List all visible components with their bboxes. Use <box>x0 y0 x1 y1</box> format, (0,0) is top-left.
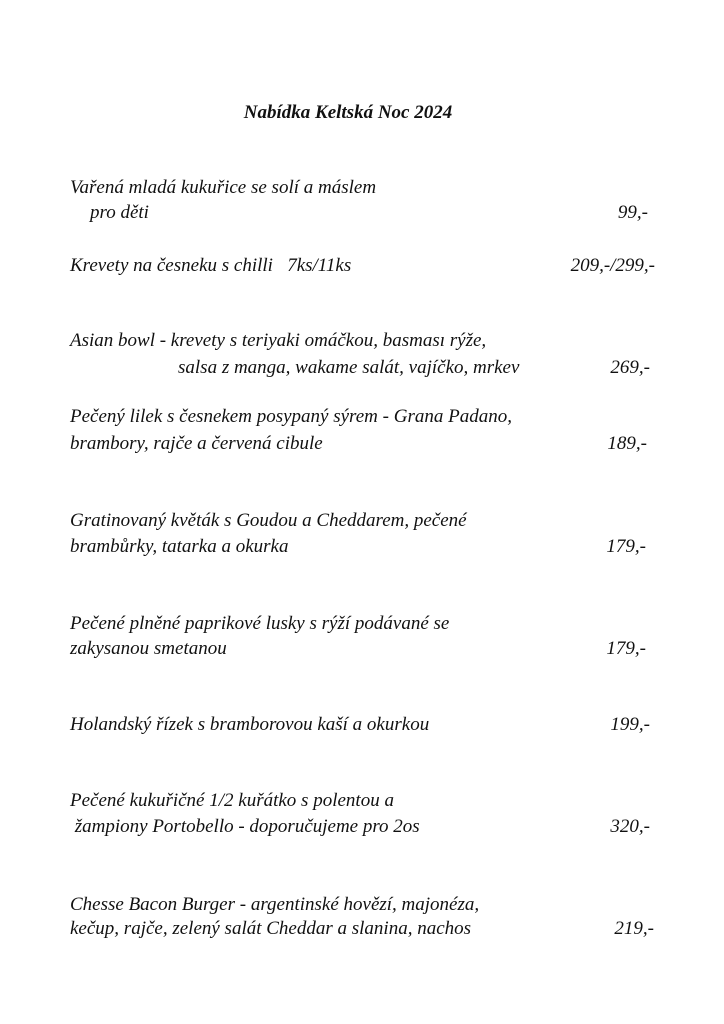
item-text: žampiony Portobello - doporučujeme pro 2os <box>70 816 420 837</box>
item-text: brambůrky, tatarka a okurka <box>70 536 289 557</box>
item-text: Pečené plněné paprikové lusky s rýží podávané se <box>70 613 450 634</box>
item-text: Krevety na česneku s chilli 7ks/11ks <box>70 255 352 276</box>
item-text: salsa z manga, wakame salát, vajíčko, mrkev <box>178 357 520 378</box>
item-price: 269,- <box>610 357 650 378</box>
item-text: Holandský řízek s bramborovou kaší a okurkou <box>70 714 430 735</box>
item-text: Pečené kukuřičné 1/2 kuřátko s polentou a <box>70 790 394 811</box>
item-price: 199,- <box>610 714 650 735</box>
item-text: kečup, rajče, zelený salát Cheddar a slanina, nachos <box>70 918 472 939</box>
item-price: 219,- <box>614 918 654 939</box>
item-text: Vařená mladá kukuřice se solí a máslem <box>70 177 377 198</box>
menu-title: Nabídka Keltská Noc 2024 <box>243 102 453 123</box>
item-price: 179,- <box>606 536 646 557</box>
item-text: Asian bowl - krevety s teriyaki omáčkou, basması rýže, <box>70 330 487 351</box>
item-price: 320,- <box>610 816 650 837</box>
item-text: Pečený lilek s česnekem posypaný sýrem - Grana Padano, <box>70 406 512 427</box>
item-price: 179,- <box>606 638 646 659</box>
item-text: pro děti <box>90 202 149 223</box>
item-text: brambory, rajče a červená cibule <box>70 433 323 454</box>
item-price: 189,- <box>607 433 647 454</box>
item-price: 209,-/299,- <box>570 255 655 276</box>
item-text: zakysanou smetanou <box>70 638 227 659</box>
item-text: Chesse Bacon Burger - argentinské hovězí, majonéza, <box>70 894 480 915</box>
item-text: Gratinovaný květák s Goudou a Cheddarem, pečené <box>70 510 467 531</box>
item-price: 99,- <box>617 202 648 223</box>
